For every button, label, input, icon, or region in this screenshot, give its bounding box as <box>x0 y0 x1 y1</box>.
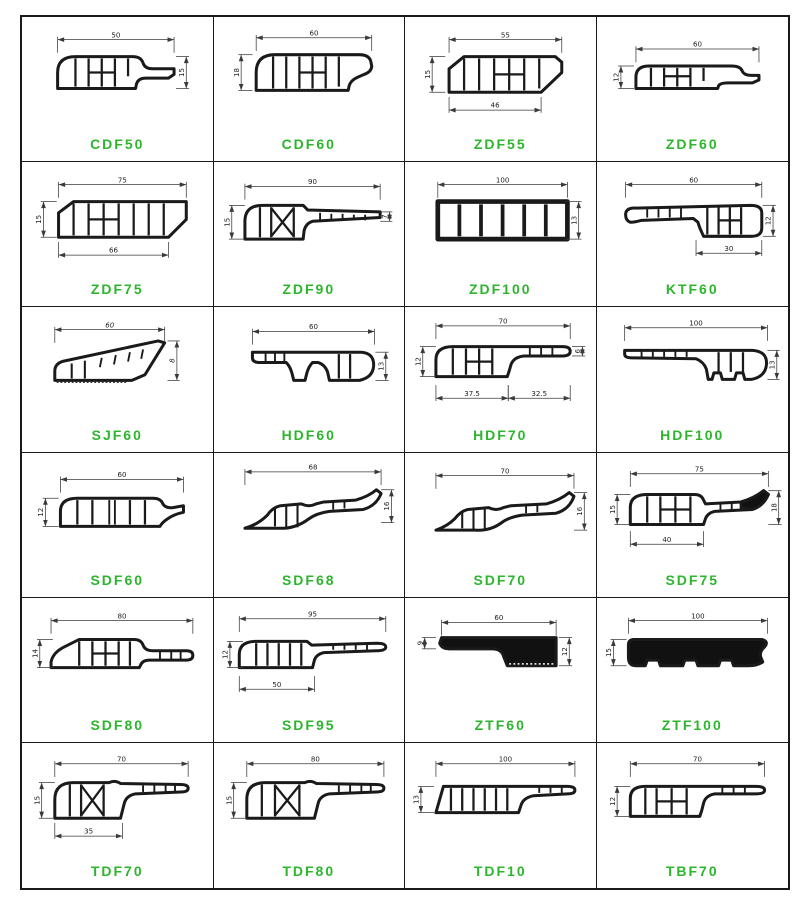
profile-model-label: SDF70 <box>473 571 528 588</box>
dimension-value: 100 <box>690 610 705 620</box>
dimension-annotation <box>256 28 372 50</box>
dimension-value: 70 <box>500 465 510 475</box>
profile-cell <box>22 598 214 743</box>
profile-outline <box>244 489 380 528</box>
dimension-annotation <box>252 323 374 345</box>
profile-drawing <box>22 745 213 853</box>
dimension-value: 40 <box>661 534 671 544</box>
dimension-annotation <box>607 494 629 524</box>
dimension-value: 15 <box>223 795 233 805</box>
dimension-value: 14 <box>30 648 40 658</box>
profile-outline <box>59 202 187 238</box>
dimension-annotation <box>611 66 633 89</box>
dimension-value: 100 <box>495 175 510 185</box>
dimension-annotation <box>176 57 189 89</box>
dimension-value: 15 <box>603 647 613 657</box>
dimension-value: 46 <box>490 100 500 110</box>
dimension-value: 15 <box>32 795 42 805</box>
dimension-annotation <box>222 205 244 239</box>
dimension-value: 70 <box>692 754 702 764</box>
profile-drawing <box>22 19 213 127</box>
dimension-annotation <box>449 30 562 52</box>
profile-cell <box>597 162 789 307</box>
dimension-annotation <box>55 321 165 343</box>
profile-cell <box>597 598 789 743</box>
profile-cell <box>22 743 214 888</box>
dimension-value: 75 <box>117 175 127 185</box>
profile-cell <box>214 307 406 452</box>
dimension-annotation <box>604 639 626 665</box>
dimension-annotation <box>630 464 768 486</box>
profile-model-label: ZDF90 <box>282 281 336 298</box>
dimension-value: 68 <box>308 462 317 472</box>
profile-outline <box>239 641 386 667</box>
profile-cell <box>597 17 789 162</box>
profile-cell <box>22 162 214 307</box>
dimension-value: 8 <box>167 358 177 364</box>
profile-cell <box>597 453 789 598</box>
profile-drawing <box>214 164 405 272</box>
dimension-annotation <box>625 175 761 197</box>
dimension-value: 60 <box>308 322 318 332</box>
dimension-annotation <box>415 637 436 648</box>
profile-cell <box>22 453 214 598</box>
dimension-value: 70 <box>498 316 508 326</box>
dimension-value: 7 <box>379 214 389 219</box>
dimension-value: 80 <box>117 610 127 620</box>
dimension-annotation <box>767 351 779 380</box>
dimension-annotation <box>607 786 629 816</box>
profile-model-label: ZDF75 <box>90 281 144 298</box>
dimension-value: 100 <box>498 754 513 764</box>
profile-model-label: ZDF100 <box>468 281 532 298</box>
dimension-value: 50 <box>271 679 281 689</box>
profile-cell <box>214 743 406 888</box>
dimension-value: 12 <box>413 357 423 367</box>
dimension-annotation <box>167 341 179 380</box>
dimension-value: 60 <box>692 39 702 49</box>
dimension-value: 12 <box>36 507 46 517</box>
dimension-value: 60 <box>494 612 504 622</box>
dimension-value: 12 <box>763 216 773 226</box>
dimension-annotation <box>246 754 383 776</box>
dimension-annotation <box>630 754 764 776</box>
profile-model-label: TDF10 <box>473 863 527 879</box>
dimension-annotation <box>58 30 174 52</box>
profile-outline <box>252 353 373 381</box>
profile-drawing <box>22 455 213 563</box>
dimension-annotation <box>239 676 314 692</box>
dimension-annotation <box>630 531 703 547</box>
profile-cell <box>405 743 597 888</box>
dimension-annotation <box>574 492 587 530</box>
dimension-annotation <box>380 212 392 221</box>
dimension-value: 13 <box>766 360 776 370</box>
dimension-value: 12 <box>220 649 230 659</box>
profile-cell <box>405 598 597 743</box>
dimension-annotation <box>559 637 572 665</box>
dimension-annotation <box>412 786 434 812</box>
dimension-annotation <box>55 754 188 776</box>
profile-model-label: ZDF60 <box>665 136 719 153</box>
profile-outline <box>244 205 379 239</box>
dimension-value: 66 <box>109 245 118 255</box>
dimension-value: 15 <box>176 68 186 78</box>
profile-model-label: HDF70 <box>473 426 528 443</box>
dimension-value: 15 <box>607 504 617 514</box>
profile-model-label: TDF70 <box>90 863 144 879</box>
dimension-annotation <box>768 490 781 524</box>
profile-cell <box>22 17 214 162</box>
dimension-value: 12 <box>559 646 569 656</box>
profile-cell <box>405 307 597 452</box>
profile-drawing <box>405 164 596 272</box>
dimension-value: 18 <box>768 502 778 512</box>
profile-drawing <box>597 164 789 272</box>
dimension-value: 30 <box>723 244 733 254</box>
profile-drawing <box>214 600 405 708</box>
profile-drawing <box>597 455 789 563</box>
dimension-value: 15 <box>422 69 432 79</box>
profile-model-label: KTF60 <box>665 281 719 298</box>
dimension-annotation <box>224 782 246 818</box>
profile-outline <box>436 786 575 812</box>
profile-outline <box>55 781 188 818</box>
profile-model-label: CDF50 <box>90 136 145 153</box>
profile-model-label: TDF80 <box>282 863 336 879</box>
profile-drawing <box>214 455 405 563</box>
profile-drawing <box>597 745 789 853</box>
profile-drawing <box>22 600 213 708</box>
dimension-annotation <box>244 177 379 199</box>
profile-drawing <box>214 19 405 127</box>
profile-drawing <box>405 19 596 127</box>
profile-outline <box>741 490 768 509</box>
profile-outline <box>60 498 183 526</box>
profile-outline <box>246 781 383 818</box>
dimension-annotation <box>32 782 54 818</box>
profile-cell <box>597 307 789 452</box>
dimension-value: 50 <box>111 30 121 40</box>
dimension-annotation <box>624 319 767 341</box>
dimension-annotation <box>436 385 508 401</box>
profile-drawing <box>597 600 789 708</box>
dimension-annotation <box>508 385 570 401</box>
profile-model-label: ZDF55 <box>473 136 527 153</box>
dimension-annotation <box>51 611 193 633</box>
dimension-value: 60 <box>308 28 318 38</box>
dimension-annotation <box>762 205 775 236</box>
profile-model-label: SJF60 <box>91 426 143 443</box>
profile-cell <box>214 17 406 162</box>
dimension-annotation <box>59 175 187 197</box>
dimension-value: 75 <box>694 463 704 473</box>
profile-drawing <box>597 19 789 127</box>
profile-model-label: HDF60 <box>281 426 336 443</box>
dimension-value: 95 <box>307 609 317 619</box>
profile-cell <box>214 162 406 307</box>
dimension-annotation <box>436 466 574 488</box>
profile-drawing <box>214 309 405 417</box>
dimension-annotation <box>436 317 570 339</box>
dimension-value: 60 <box>688 175 698 185</box>
profile-model-label: SDF68 <box>281 571 336 588</box>
dimension-value: 15 <box>34 215 44 225</box>
dimension-annotation <box>60 470 183 492</box>
dimension-annotation <box>59 242 169 258</box>
dimension-value: 6 <box>573 349 583 354</box>
dimension-annotation <box>449 97 541 113</box>
profile-drawing <box>597 309 789 417</box>
profile-model-label: SDF80 <box>90 716 145 733</box>
dimension-value: 90 <box>307 177 317 187</box>
dimension-value: 9 <box>415 640 425 646</box>
profile-model-label: SDF75 <box>665 571 720 588</box>
profile-drawing <box>405 455 596 563</box>
profile-cell <box>214 453 406 598</box>
dimension-annotation <box>442 613 557 635</box>
dimension-annotation <box>628 611 767 633</box>
dimension-value: 60 <box>105 320 115 330</box>
profile-outline <box>628 639 766 665</box>
dimension-value: 32.5 <box>531 389 548 399</box>
dimension-value: 55 <box>500 30 510 40</box>
profile-drawing <box>405 600 596 708</box>
dimension-value: 12 <box>611 72 621 82</box>
profile-outline <box>436 347 570 377</box>
profile-model-label: TBF70 <box>665 863 719 879</box>
profile-outline <box>440 637 556 665</box>
profile-drawing <box>22 309 213 417</box>
dimension-annotation <box>244 462 380 484</box>
dimension-value: 35 <box>84 826 94 836</box>
dimension-annotation <box>635 40 758 62</box>
profile-model-label: ZTF60 <box>474 716 526 733</box>
dimension-annotation <box>696 240 762 256</box>
dimension-value: 13 <box>375 362 385 372</box>
profile-outline <box>624 351 766 380</box>
dimension-annotation <box>438 175 568 197</box>
profile-outline <box>635 66 758 89</box>
dimension-annotation <box>436 754 575 776</box>
profile-drawing <box>214 745 405 853</box>
dimension-value: 37.5 <box>464 389 480 399</box>
profile-cell <box>22 307 214 452</box>
dimension-annotation <box>231 55 252 91</box>
profile-cell <box>597 743 789 888</box>
profile-cell <box>405 162 597 307</box>
profile-model-label: SDF95 <box>281 716 336 733</box>
dimension-annotation <box>36 498 58 526</box>
dimension-value: 60 <box>117 469 127 479</box>
profile-cell <box>405 17 597 162</box>
dimension-annotation <box>239 609 386 631</box>
dimension-annotation <box>381 489 394 522</box>
dimension-annotation <box>375 353 388 381</box>
dimension-annotation <box>413 347 435 377</box>
profile-drawing <box>405 745 596 853</box>
dimension-value: 16 <box>574 506 584 516</box>
profile-model-label: ZTF100 <box>661 716 723 733</box>
profile-model-label: SDF60 <box>90 571 145 588</box>
dimension-value: 13 <box>569 216 579 225</box>
dimension-value: 16 <box>381 501 391 511</box>
profile-outline <box>436 492 574 530</box>
dimension-value: 18 <box>231 68 241 78</box>
dimension-value: 15 <box>221 217 231 227</box>
profile-drawing <box>22 164 213 272</box>
profile-model-label: CDF60 <box>281 136 336 153</box>
profile-catalog-table <box>20 15 790 890</box>
dimension-value: 12 <box>607 796 617 806</box>
dimension-value: 13 <box>411 794 421 804</box>
profile-cell <box>214 598 406 743</box>
dimension-annotation <box>572 347 585 356</box>
dimension-annotation <box>34 202 56 238</box>
dimension-value: 100 <box>688 318 703 328</box>
profile-cell <box>405 453 597 598</box>
dimension-value: 70 <box>116 754 126 764</box>
profile-drawing <box>405 309 596 417</box>
dimension-value: 80 <box>310 754 320 764</box>
dimension-annotation <box>423 57 445 93</box>
profile-model-label: HDF100 <box>660 426 725 443</box>
dimension-annotation <box>55 823 123 839</box>
